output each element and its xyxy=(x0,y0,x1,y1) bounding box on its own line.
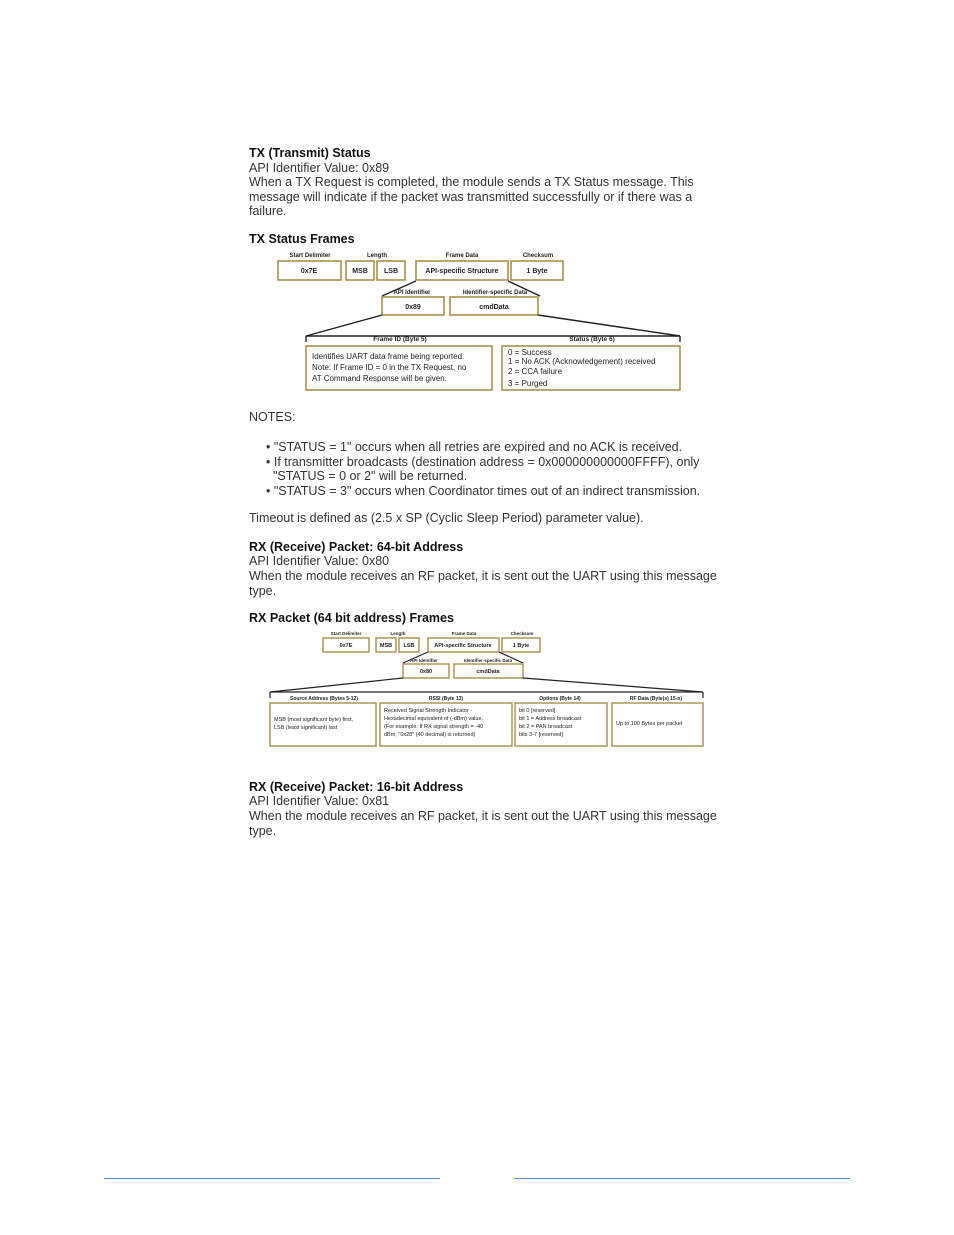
tx-frames-heading: TX Status Frames xyxy=(249,232,355,246)
frame-id-text-3: AT Command Response will be given. xyxy=(312,374,447,383)
api-identifier-label: API Identifier xyxy=(393,290,431,296)
rx-api-identifier-label: API Identifier xyxy=(410,658,438,663)
options-text-4: bits 3-7 [reserved] xyxy=(519,732,564,738)
api-id-box: 0x89 xyxy=(405,304,421,311)
rx64-api-id: API Identifier Value: 0x80 xyxy=(249,554,390,568)
rx64-description: When the module receives an RF packet, it is sent out the UART using this message type. xyxy=(249,569,717,598)
start-delimiter-box: 0x7E xyxy=(300,268,318,275)
rx-identifier-data-label: Identifier-specific Data xyxy=(463,658,513,663)
frame-data-label: Frame Data xyxy=(445,253,479,259)
api-structure-box: API-specific Structure xyxy=(425,268,499,275)
checksum-label: Checksum xyxy=(522,253,554,259)
rx-api-structure-box: API-specific Structure xyxy=(434,643,492,649)
frame-id-text-2: Note: If Frame ID = 0 in the TX Request, no xyxy=(312,363,467,372)
rx16-heading: RX (Receive) Packet: 16-bit Address xyxy=(249,780,464,794)
rx64-heading: RX (Receive) Packet: 64-bit Address xyxy=(249,540,464,554)
rx64-frames-diagram xyxy=(266,628,710,750)
rssi-text-3: (For example: If RX signal strength = -40 xyxy=(384,724,484,730)
options-text-2: bit 1 = Address broadcast xyxy=(519,716,582,722)
rx-start-delimiter-box: 0x7E xyxy=(339,643,353,649)
status-text-3: 2 = CCA failure xyxy=(508,367,563,376)
timeout-note: Timeout is defined as (2.5 x SP (Cyclic Sleep Period) parameter value). xyxy=(249,511,644,525)
frame-id-label: Frame ID (Byte 5) xyxy=(373,336,427,343)
rx-frame-data-label: Frame Data xyxy=(451,631,477,636)
footer-rule-left xyxy=(104,1178,440,1179)
rx-checksum-box: 1 Byte xyxy=(512,643,530,649)
source-address-text-1: MSB (most significant byte) first, xyxy=(274,717,353,723)
length-label: Length xyxy=(367,253,387,259)
status-text-1: 0 = Success xyxy=(508,348,552,357)
length-lsb-box: LSB xyxy=(384,268,398,275)
status-text-2: 1 = No ACK (Acknowledgement) received xyxy=(508,357,656,366)
source-address-text-2: LSB (least significant) last xyxy=(274,725,338,731)
rssi-text-2: Hexadecimal equivalent of (-dBm) value. xyxy=(384,716,484,722)
rx-checksum-label: Checksum xyxy=(510,631,534,636)
options-label: Options (Byte 14) xyxy=(539,696,581,702)
rx16-description: When the module receives an RF packet, it is sent out the UART using this message type. xyxy=(249,809,717,838)
checksum-box: 1 Byte xyxy=(526,268,548,275)
rx-length-label: Length xyxy=(390,631,406,636)
rssi-text-4: dBm, "0x28" (40 decimal) is returned) xyxy=(384,732,476,738)
rx-cmd-data-box: cmdData xyxy=(476,669,500,675)
identifier-data-label: Identifier-specific Data xyxy=(462,290,528,296)
tx-status-heading: TX (Transmit) Status xyxy=(249,146,371,160)
length-msb-box: MSB xyxy=(352,268,368,275)
status-text-4: 3 = Purged xyxy=(508,379,548,388)
frame-id-text-1: Identifies UART data frame being reported. xyxy=(312,352,465,361)
notes-heading: NOTES: xyxy=(249,410,296,424)
note-item: • "STATUS = 1" occurs when all retries are expired and no ACK is received. xyxy=(266,440,683,454)
rssi-label: RSSI (Byte 13) xyxy=(428,696,464,702)
rf-data-label: RF Data (Byte(s) 15-n) xyxy=(629,696,683,702)
note-item: "STATUS = 0 or 2" will be returned. xyxy=(266,469,468,483)
note-item: • If transmitter broadcasts (destination address = 0x000000000000FFFF), only xyxy=(266,454,700,469)
cmd-data-box: cmdData xyxy=(479,304,509,311)
start-delimiter-label: Start Delimiter xyxy=(289,253,331,259)
note-item: • "STATUS = 3" occurs when Coordinator times out of an indirect transmission. xyxy=(266,483,701,498)
rx16-api-id: API Identifier Value: 0x81 xyxy=(249,794,390,808)
tx-status-description: When a TX Request is completed, the module sends a TX Status message. This message will indicate if the packet was transmitted successfully or if there was a failure. xyxy=(249,175,694,218)
rx-start-delimiter-label: Start Delimiter xyxy=(330,631,362,636)
rf-data-text: Up to 100 Bytes per packet xyxy=(616,721,683,727)
footer-rule-right xyxy=(514,1178,850,1179)
rssi-text-1: Received Signal Strength Indicator - xyxy=(384,708,473,714)
options-text-3: bit 2 = PAN broadcast xyxy=(519,724,573,730)
rx-length-msb-box: MSB xyxy=(379,643,393,649)
notes-list xyxy=(266,440,700,498)
options-text-1: bit 0 [reserved] xyxy=(519,708,556,714)
rx-api-id-box: 0x80 xyxy=(419,669,433,675)
tx-status-api-id: API Identifier Value: 0x89 xyxy=(249,161,390,175)
source-address-label: Source Address (Bytes 5-12) xyxy=(290,696,358,702)
rx-length-lsb-box: LSB xyxy=(403,643,415,649)
status-label: Status (Byte 6) xyxy=(569,336,615,343)
rx64-frames-heading: RX Packet (64 bit address) Frames xyxy=(249,611,454,625)
tx-status-frames-diagram xyxy=(270,250,690,395)
